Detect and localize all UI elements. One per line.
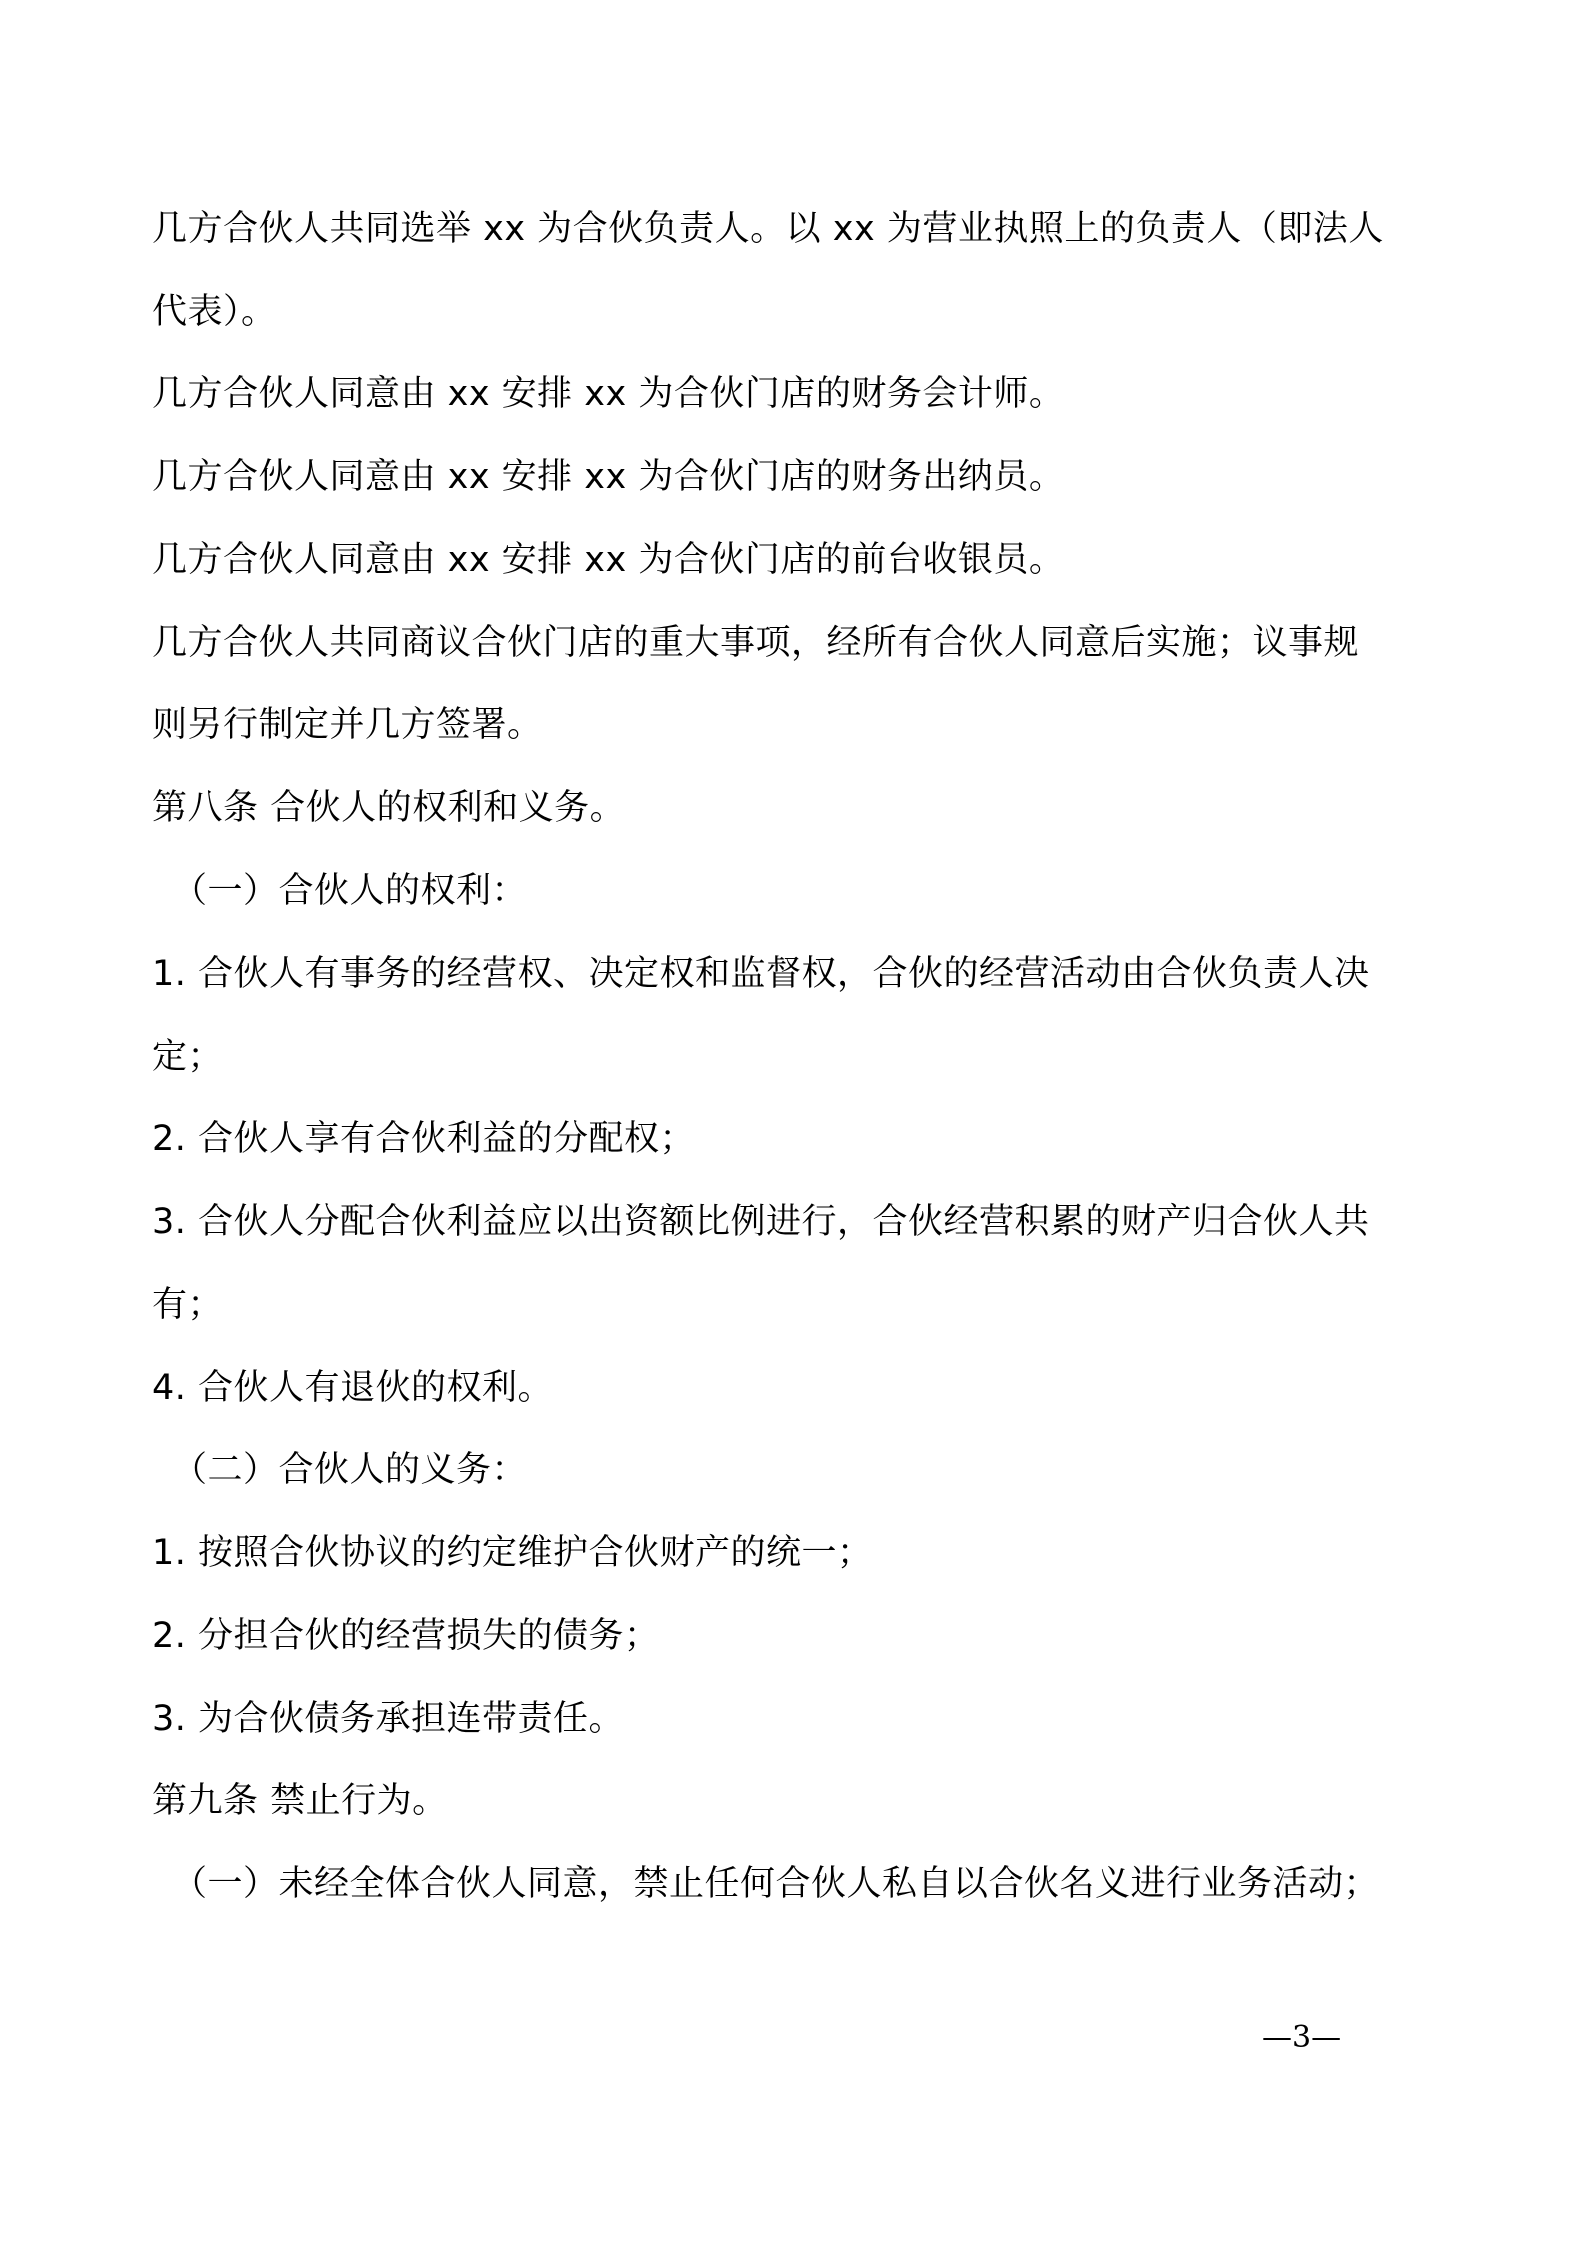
list-item-continuation: 定； bbox=[152, 1037, 224, 1077]
article-heading: 第九条 禁止行为。 bbox=[152, 1781, 448, 1821]
list-item: 3. 合伙人分配合伙利益应以出资额比例进行，合伙经营积累的财产归合伙人共 bbox=[152, 1202, 1370, 1242]
page-number: —3— bbox=[1262, 2020, 1342, 2055]
list-item: 3. 为合伙债务承担连带责任。 bbox=[152, 1699, 625, 1739]
section-heading: （二）合伙人的义务： bbox=[172, 1450, 528, 1490]
list-item: 1. 合伙人有事务的经营权、决定权和监督权，合伙的经营活动由合伙负责人决 bbox=[152, 954, 1370, 994]
list-item-continuation: 有； bbox=[152, 1285, 224, 1325]
paragraph-line: 代表）。 bbox=[152, 292, 277, 332]
paragraph-line: 几方合伙人共同选举 xx 为合伙负责人。以 xx 为营业执照上的负责人（即法人 bbox=[152, 209, 1384, 249]
list-item: 2. 分担合伙的经营损失的债务； bbox=[152, 1616, 660, 1656]
list-item: 4. 合伙人有退伙的权利。 bbox=[152, 1368, 554, 1408]
paragraph-line: 几方合伙人同意由 xx 安排 xx 为合伙门店的财务会计师。 bbox=[152, 374, 1065, 414]
paragraph-line: 几方合伙人同意由 xx 安排 xx 为合伙门店的前台收银员。 bbox=[152, 540, 1065, 580]
section-heading: （一）合伙人的权利： bbox=[172, 871, 528, 911]
paragraph-line: 则另行制定并几方签署。 bbox=[152, 705, 543, 745]
paragraph-line: 几方合伙人同意由 xx 安排 xx 为合伙门店的财务出纳员。 bbox=[152, 457, 1065, 497]
list-item: 1. 按照合伙协议的约定维护合伙财产的统一； bbox=[152, 1533, 873, 1573]
list-item: 2. 合伙人享有合伙利益的分配权； bbox=[152, 1119, 696, 1159]
section-item: （一）未经全体合伙人同意，禁止任何合伙人私自以合伙名义进行业务活动； bbox=[172, 1864, 1380, 1904]
paragraph-line: 几方合伙人共同商议合伙门店的重大事项，经所有合伙人同意后实施；议事规 bbox=[152, 623, 1360, 663]
article-heading: 第八条 合伙人的权利和义务。 bbox=[152, 788, 626, 828]
